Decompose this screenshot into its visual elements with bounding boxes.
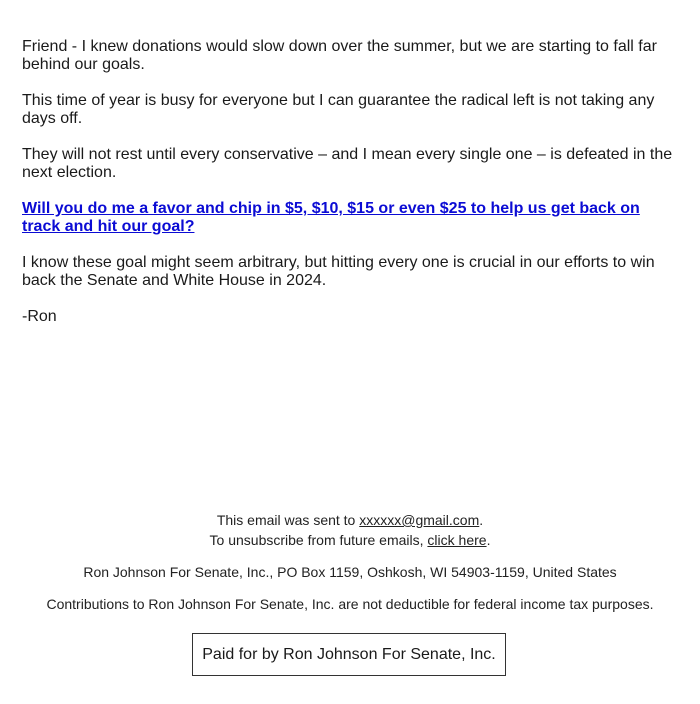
unsubscribe-line	[0, 530, 700, 550]
paragraph-election: They will not rest until every conservative – and I mean every single one – is defeated in the next election.	[22, 146, 673, 181]
paid-for-disclaimer: Paid for by Ron Johnson For Senate, Inc.	[192, 633, 506, 676]
tax-notice: Contributions to Ron Johnson For Senate, Inc. are not deductible for federal income tax purposes.	[46, 596, 654, 612]
cta-paragraph	[22, 200, 680, 236]
unsubscribe-link[interactable]: click here	[427, 532, 487, 548]
email-footer	[0, 510, 700, 614]
sent-to-line	[0, 510, 700, 530]
unsubscribe-suffix: .	[486, 532, 491, 548]
sent-to-suffix: .	[479, 512, 484, 528]
paragraph-intro: Friend - I knew donations would slow down over the summer, but we are starting to fall far behind our goals.	[22, 38, 657, 73]
footer-spacer	[0, 550, 700, 562]
mailing-address: Ron Johnson For Senate, Inc., PO Box 1159, Oshkosh, WI 54903-1159, United States	[83, 564, 617, 580]
donate-cta-link[interactable]: Will you do me a favor and chip in $5, $10, $15 or even $25 to help us get back on track and hit our goal?	[22, 200, 640, 235]
email-body	[22, 38, 680, 344]
paragraph-goal: I know these goal might seem arbitrary, but hitting every one is crucial in our efforts to win back the Senate and White House in 2024.	[22, 254, 655, 289]
signature: -Ron	[22, 308, 57, 325]
sent-to-prefix: This email was sent to	[216, 512, 360, 528]
paragraph-busy: This time of year is busy for everyone but I can guarantee the radical left is not taking any days off.	[22, 92, 655, 127]
recipient-email-link[interactable]: xxxxxx@gmail.com	[359, 512, 480, 528]
unsubscribe-prefix: To unsubscribe from future emails,	[209, 532, 428, 548]
footer-spacer	[0, 582, 700, 594]
